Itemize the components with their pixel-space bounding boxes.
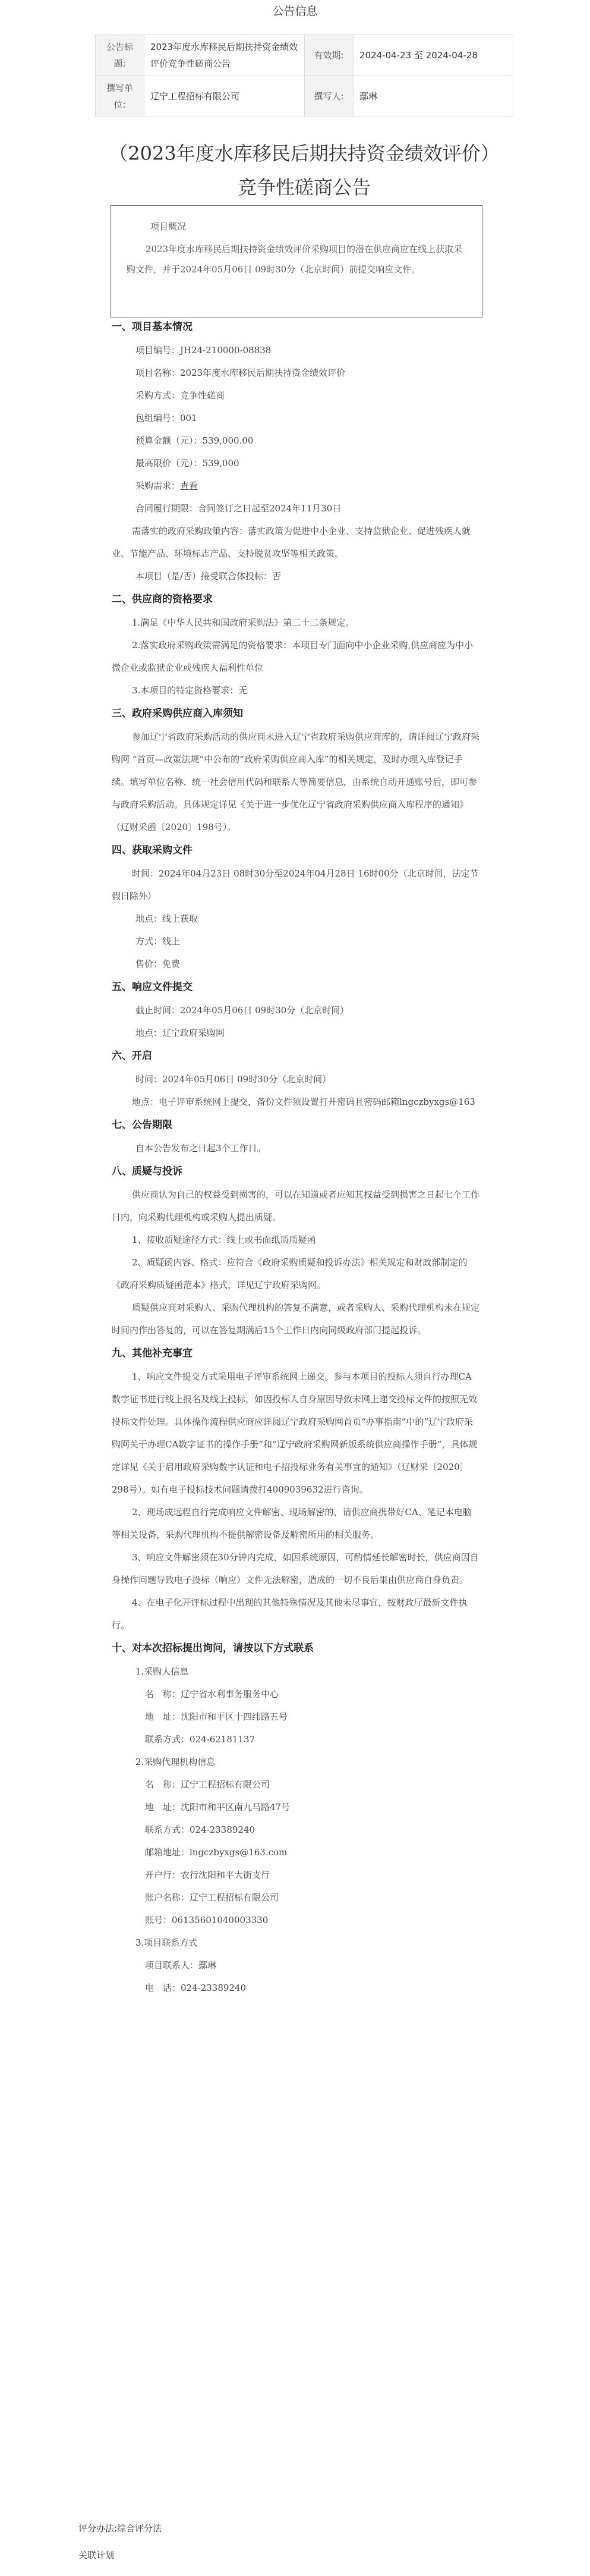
section-heading: 七、公告期限 [112, 1119, 172, 1131]
related-plan-link[interactable]: 关联计划 [78, 2550, 115, 2561]
contact-info-heading: 3.项目联系方式 [135, 1937, 198, 1948]
supplier-registration-text: 参加辽宁省政府采购活动的供应商未进入辽宁省政府采购供应商库的，请详阅辽宁政府采购网 “首页—政策法规”中公布的“政府采购供应商入库”的相关规定，及时办理入库登记手续。填写单位名称、统一社会信用代码和联系人等简要信息，由系统自动开通账号后，即可参与政府采购活动。具体规定详见《关于进一步优化辽宁省政府采购供应商入库程序的通知》（辽财采函〔2020〕198号）。 [112, 731, 480, 833]
complaint-item: 1、接收质疑途径方式：线上或书面纸质质疑函 [132, 1234, 316, 1245]
complaint-item: 2、质疑函内容、格式：应符合《政府采购质疑和投诉办法》相关规定和财政部制定的《政府采购质疑函范本》格式，详见辽宁政府采购网。 [112, 1257, 468, 1290]
period-label: 有效期: [305, 35, 354, 76]
section-heading: 八、质疑与投诉 [112, 1166, 182, 1177]
author-value: 鄢琳 [354, 76, 513, 117]
agency-email: 邮箱地址：lngczbyxgs@163.com [145, 1847, 288, 1858]
qualification-item: 3.本项目的特定资格要求：无 [132, 685, 248, 696]
supplement-item: 4、在电子化开评标过程中出现的其他特殊情况及其他未尽事宜，按财政厅最新文件执行。 [112, 1597, 468, 1631]
agency-value: 辽宁工程招标有限公司 [144, 76, 305, 117]
project-overview-box [111, 205, 482, 318]
agency-name: 名 称：辽宁工程招标有限公司 [145, 1779, 270, 1790]
supplement-item: 3、响应文件解密须在30分钟内完成，如因系统原因，可酌情延长解密时长，供应商因自身操作问题导致电子投标（响应）文件无法解密，造成的一切不良后果由供应商自身负责。 [112, 1552, 479, 1585]
qualification-item: 1.满足《中华人民共和国政府采购法》第二十二条规定。 [132, 617, 355, 628]
agency-phone: 联系方式：024-23389240 [145, 1824, 255, 1835]
project-name: 项目名称：2023年度水库移民后期扶持资金绩效评价 [135, 367, 346, 378]
agency-address: 地 址：沈阳市和平区南九马路47号 [145, 1802, 291, 1812]
section-heading: 九、其他补充事宜 [112, 1347, 193, 1359]
budget-amount: 预算金额（元）：539,000.00 [135, 435, 254, 446]
procurement-demand [112, 475, 480, 497]
section-heading: 三、政府采购供应商入库须知 [112, 708, 243, 720]
notice-info-table [95, 34, 513, 117]
buyer-phone: 联系方式：024-62181137 [145, 1734, 255, 1745]
qualification-item: 2.落实政府采购政策需满足的资格要求：本项目专门面向中小企业采购,供应商应为中小微企业或监狱企业或残疾人福利性单位 [112, 640, 474, 673]
submit-place: 地点：辽宁政府采购网 [135, 1028, 225, 1038]
demand-label: 采购需求： [135, 480, 181, 491]
obtain-place: 地点：线上获取 [135, 913, 198, 924]
buyer-name: 名 称：辽宁省水利事务服务中心 [145, 1689, 279, 1699]
consortium-text: 本项目（是/否）接受联合体投标：否 [135, 571, 282, 582]
agency-account-number: 账号：06135601040003330 [145, 1915, 269, 1925]
complaint-text: 供应商认为自己的权益受到损害的，可以在知道或者应知其权益受到损害之日起七个工作日内，向采购代理机构或采购人提出质疑。 [112, 1189, 480, 1223]
contact-person: 项目联系人：鄢琳 [145, 1960, 217, 1971]
section-heading: 六、开启 [112, 1050, 152, 1062]
obtain-price: 售价：免费 [135, 959, 181, 969]
section-heading: 四、获取采购文件 [112, 844, 193, 856]
info-row [96, 76, 513, 117]
overview-heading: 项目概况 [150, 221, 187, 232]
supplement-item: 1、响应文件提交方式采用电子评审系统网上递交。参与本项目的投标人须自行办理CA数字证书进行线上报名及线上投标，如因投标人自身原因导致未网上递交投标文件的按照无效投标文件处理。具体操作流程供应商应详阅辽宁政府采购网首页“办事指南”中的“辽宁政府采购网关于办理CA数字证书的操作手册”和“辽宁政府采购网新版系统供应商操作手册”，具体规定详见《关于启用政府采购数字认证和电子招投标业务有关事宜的通知》（辽财采〔2020〕298号）。如有电子投标技术问题请拨打4009039632进行咨询。 [112, 1371, 478, 1495]
project-number: 项目编号：JH24-210000-08838 [135, 345, 272, 356]
contract-period: 合同履行期限：合同签订之日起至2024年11月30日 [135, 503, 342, 514]
opening-time: 时间：2024年05月06日 09时30分（北京时间） [135, 1074, 332, 1085]
agency-info-heading: 2.采购代理机构信息 [135, 1757, 216, 1767]
notice-period-text: 自本公告发布之日起3个工作日。 [135, 1143, 266, 1154]
complaint-text: 质疑供应商对采购人、采购代理机构的答复不满意，或者采购人、采购代理机构未在规定时间内作出答复的，可以在答复期满后15个工作日内向同级政府部门提起投诉。 [112, 1302, 480, 1336]
obtain-way: 方式：线上 [135, 936, 181, 947]
opening-place: 地点：电子评审系统网上提交，备份文件须设置打开密码且密码邮箱lngczbyxgs@163 [132, 1097, 475, 1107]
buyer-address: 地 址：沈阳市和平区十四纬路五号 [145, 1711, 288, 1722]
title-label: 公告标题: [96, 35, 144, 76]
policy-text: 需落实的政府采购政策内容：落实政策为促进中小企业、支持监狱企业、促进残疾人就业、节能产品、环境标志产品、支持脱贫攻坚等相关政策。 [112, 526, 471, 559]
section-heading: 二、供应商的资格要求 [112, 593, 213, 605]
notice-content [112, 315, 480, 1999]
contact-phone: 电 话：024-23389240 [145, 1983, 247, 1993]
agency-label: 撰写单位: [96, 76, 144, 117]
package-number: 包组编号：001 [135, 413, 197, 423]
supplement-item: 2、现场成远程自行完成响应文件解密、现场解密的，请供应商携带好CA、笔记本电脑等相关设备，采购代理机构不提供解密设备及解密所用的相关服务。 [112, 1507, 472, 1540]
evaluation-method: 评分办法:综合评分法 [78, 2523, 162, 2534]
period-value: 2024-04-23 至 2024-04-28 [354, 35, 513, 76]
section-heading: 一、项目基本情况 [112, 321, 193, 333]
page-header-title: 公告信息 [272, 5, 318, 18]
buyer-info-heading: 1.采购人信息 [135, 1666, 189, 1677]
info-row [96, 35, 513, 76]
overview-text: 2023年度水库移民后期扶持资金绩效评价采购项目的潜在供应商应在线上获取采购文件，并于2024年05月06日 09时30分（北京时间）前提交响应文件。 [127, 244, 463, 275]
max-price: 最高限价（元）：539,000 [135, 458, 239, 469]
submit-deadline: 截止时间：2024年05月06日 09时30分（北京时间） [135, 1005, 349, 1016]
title-value: 2023年度水库移民后期扶持资金绩效评价竞争性磋商公告 [144, 35, 305, 76]
view-demand-link[interactable]: 查看 [180, 480, 198, 491]
section-heading: 五、响应文件提交 [112, 981, 193, 993]
obtain-time: 时间：2024年04月23日 08时30分至2024年04月28日 16时00分（北京时间，法定节假日除外） [112, 868, 479, 901]
section-heading: 十、对本次招标提出询问，请按以下方式联系 [112, 1642, 314, 1654]
agency-account-name: 账户名称：辽宁工程招标有限公司 [145, 1892, 279, 1903]
doc-title-line1: （2023年度水库移民后期扶持资金绩效评价） [109, 142, 500, 165]
agency-bank: 开户行：农行沈阳和平大街支行 [145, 1870, 270, 1880]
procurement-method: 采购方式：竞争性磋商 [135, 390, 225, 401]
author-label: 撰写人: [305, 76, 354, 117]
doc-title-line2: 竞争性磋商公告 [237, 176, 371, 199]
